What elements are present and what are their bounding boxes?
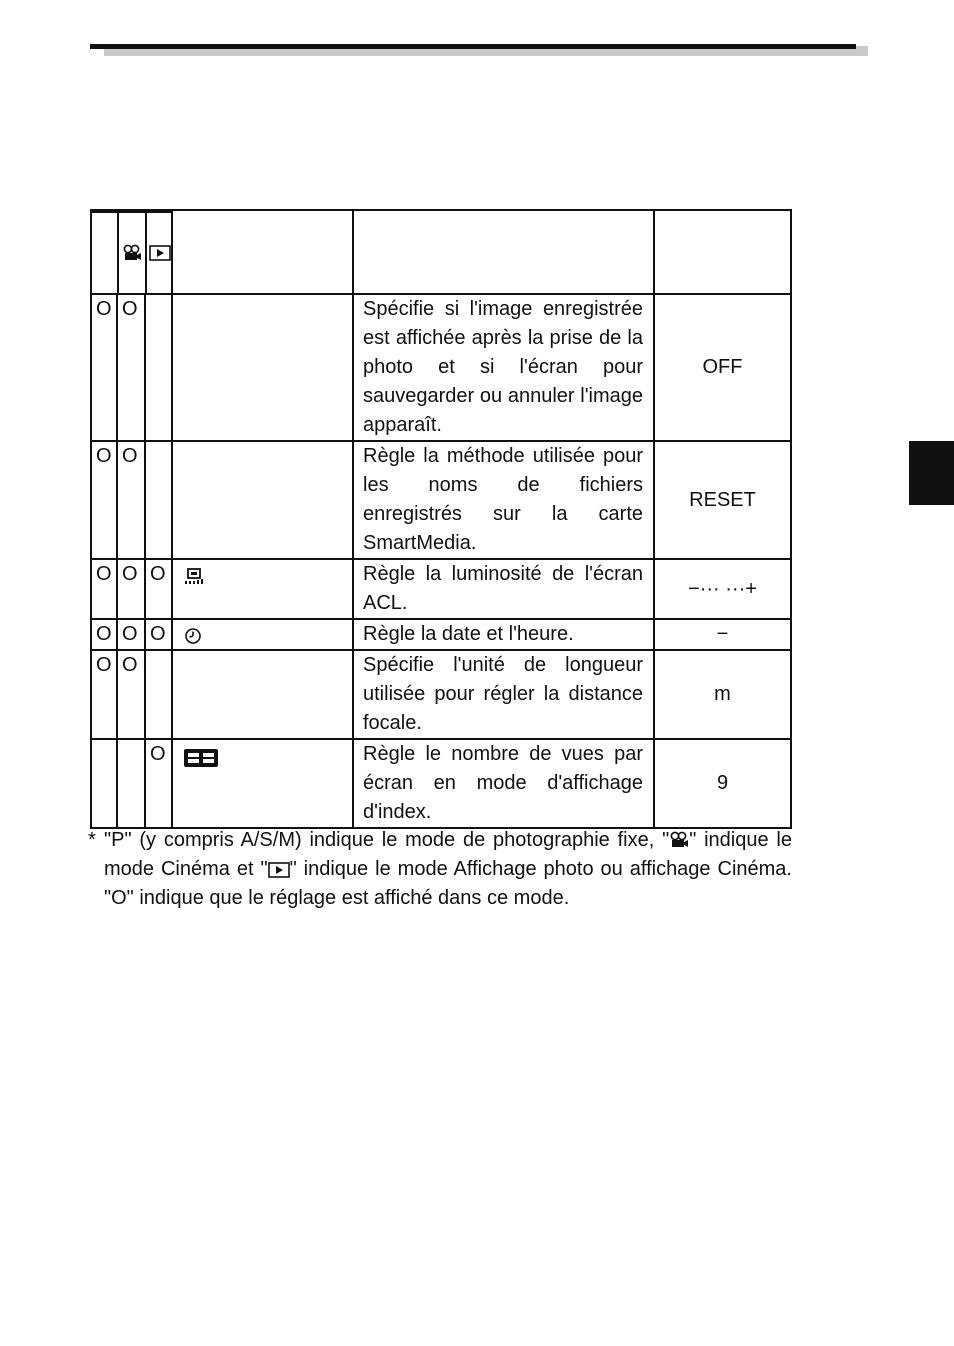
table-row — [91, 294, 791, 441]
cinema-mode-icon — [669, 831, 689, 849]
cinema-mode-cell: O — [117, 441, 145, 559]
table-row — [91, 739, 791, 828]
default-cell: m — [654, 650, 791, 739]
clock-icon — [184, 627, 202, 645]
playback-mode-cell — [145, 650, 172, 739]
footnote-part-2: " indique le mode Cinéma et " — [104, 829, 792, 880]
p-mode-cell: O — [91, 441, 117, 559]
setting-name-header — [172, 210, 353, 294]
setting-name-cell — [172, 441, 353, 559]
setting-name-cell — [172, 739, 353, 828]
table-row — [91, 619, 791, 650]
p-mode-cell: O — [91, 294, 117, 441]
description-cell: Règle la luminosité de l'écran ACL. — [353, 559, 654, 619]
cinema-mode-header-cell — [118, 212, 146, 293]
playback-mode-cell — [145, 294, 172, 441]
table-row — [91, 441, 791, 559]
default-header — [654, 210, 791, 294]
playback-mode-header-cell — [146, 212, 173, 293]
playback-mode-cell — [145, 441, 172, 559]
footnote-part-3: " indique le mode Affichage photo ou affichage Cinéma. "O" indique que le réglage est affiché dans ce mode. — [104, 858, 792, 909]
table-row — [91, 650, 791, 739]
footnote-text — [104, 826, 792, 913]
mode-header — [91, 210, 172, 294]
setting-name-cell — [172, 650, 353, 739]
description-cell: Règle le nombre de vues par écran en mode d'affichage d'index. — [353, 739, 654, 828]
setting-name-cell — [172, 559, 353, 619]
description-cell: Règle la date et l'heure. — [353, 619, 654, 650]
description-cell: Spécifie l'unité de longueur utilisée pour régler la distance focale. — [353, 650, 654, 739]
default-cell: OFF — [654, 294, 791, 441]
cinema-mode-cell: O — [117, 619, 145, 650]
playback-mode-icon — [268, 862, 290, 878]
setting-name-cell — [172, 619, 353, 650]
p-mode-cell — [91, 739, 117, 828]
p-mode-header-cell — [92, 212, 118, 293]
p-mode-cell: O — [91, 559, 117, 619]
header-rule — [90, 44, 856, 49]
playback-mode-icon — [149, 245, 171, 261]
default-cell: −··· ···+ — [654, 559, 791, 619]
p-mode-cell: O — [91, 650, 117, 739]
footnote-part-1: "P" (y compris A/S/M) indique le mode de photographie fixe, " — [104, 829, 670, 851]
description-header — [353, 210, 654, 294]
cinema-mode-cell: O — [117, 650, 145, 739]
default-cell: − — [654, 619, 791, 650]
playback-mode-cell: O — [145, 559, 172, 619]
cinema-mode-cell: O — [117, 294, 145, 441]
table-row — [91, 559, 791, 619]
settings-table — [90, 209, 792, 829]
playback-mode-cell: O — [145, 619, 172, 650]
lcd-brightness-icon — [184, 568, 204, 586]
description-cell: Règle la méthode utilisée pour les noms de fichiers enregistrés sur la carte SmartMedia. — [353, 441, 654, 559]
cinema-mode-icon — [122, 244, 142, 262]
cinema-mode-cell: O — [117, 559, 145, 619]
footnote-asterisk: * — [88, 829, 96, 851]
default-cell: RESET — [654, 441, 791, 559]
footnote — [88, 826, 792, 913]
default-cell: 9 — [654, 739, 791, 828]
playback-mode-cell: O — [145, 739, 172, 828]
index-display-icon — [184, 749, 218, 767]
table-header-row — [91, 210, 791, 294]
description-cell: Spécifie si l'image enregistrée est affichée après la prise de la photo et si l'écran pour sauvegarder ou annuler l'image apparaît. — [353, 294, 654, 441]
setting-name-cell — [172, 294, 353, 441]
cinema-mode-cell — [117, 739, 145, 828]
p-mode-cell: O — [91, 619, 117, 650]
chapter-tab-marker — [909, 441, 954, 505]
